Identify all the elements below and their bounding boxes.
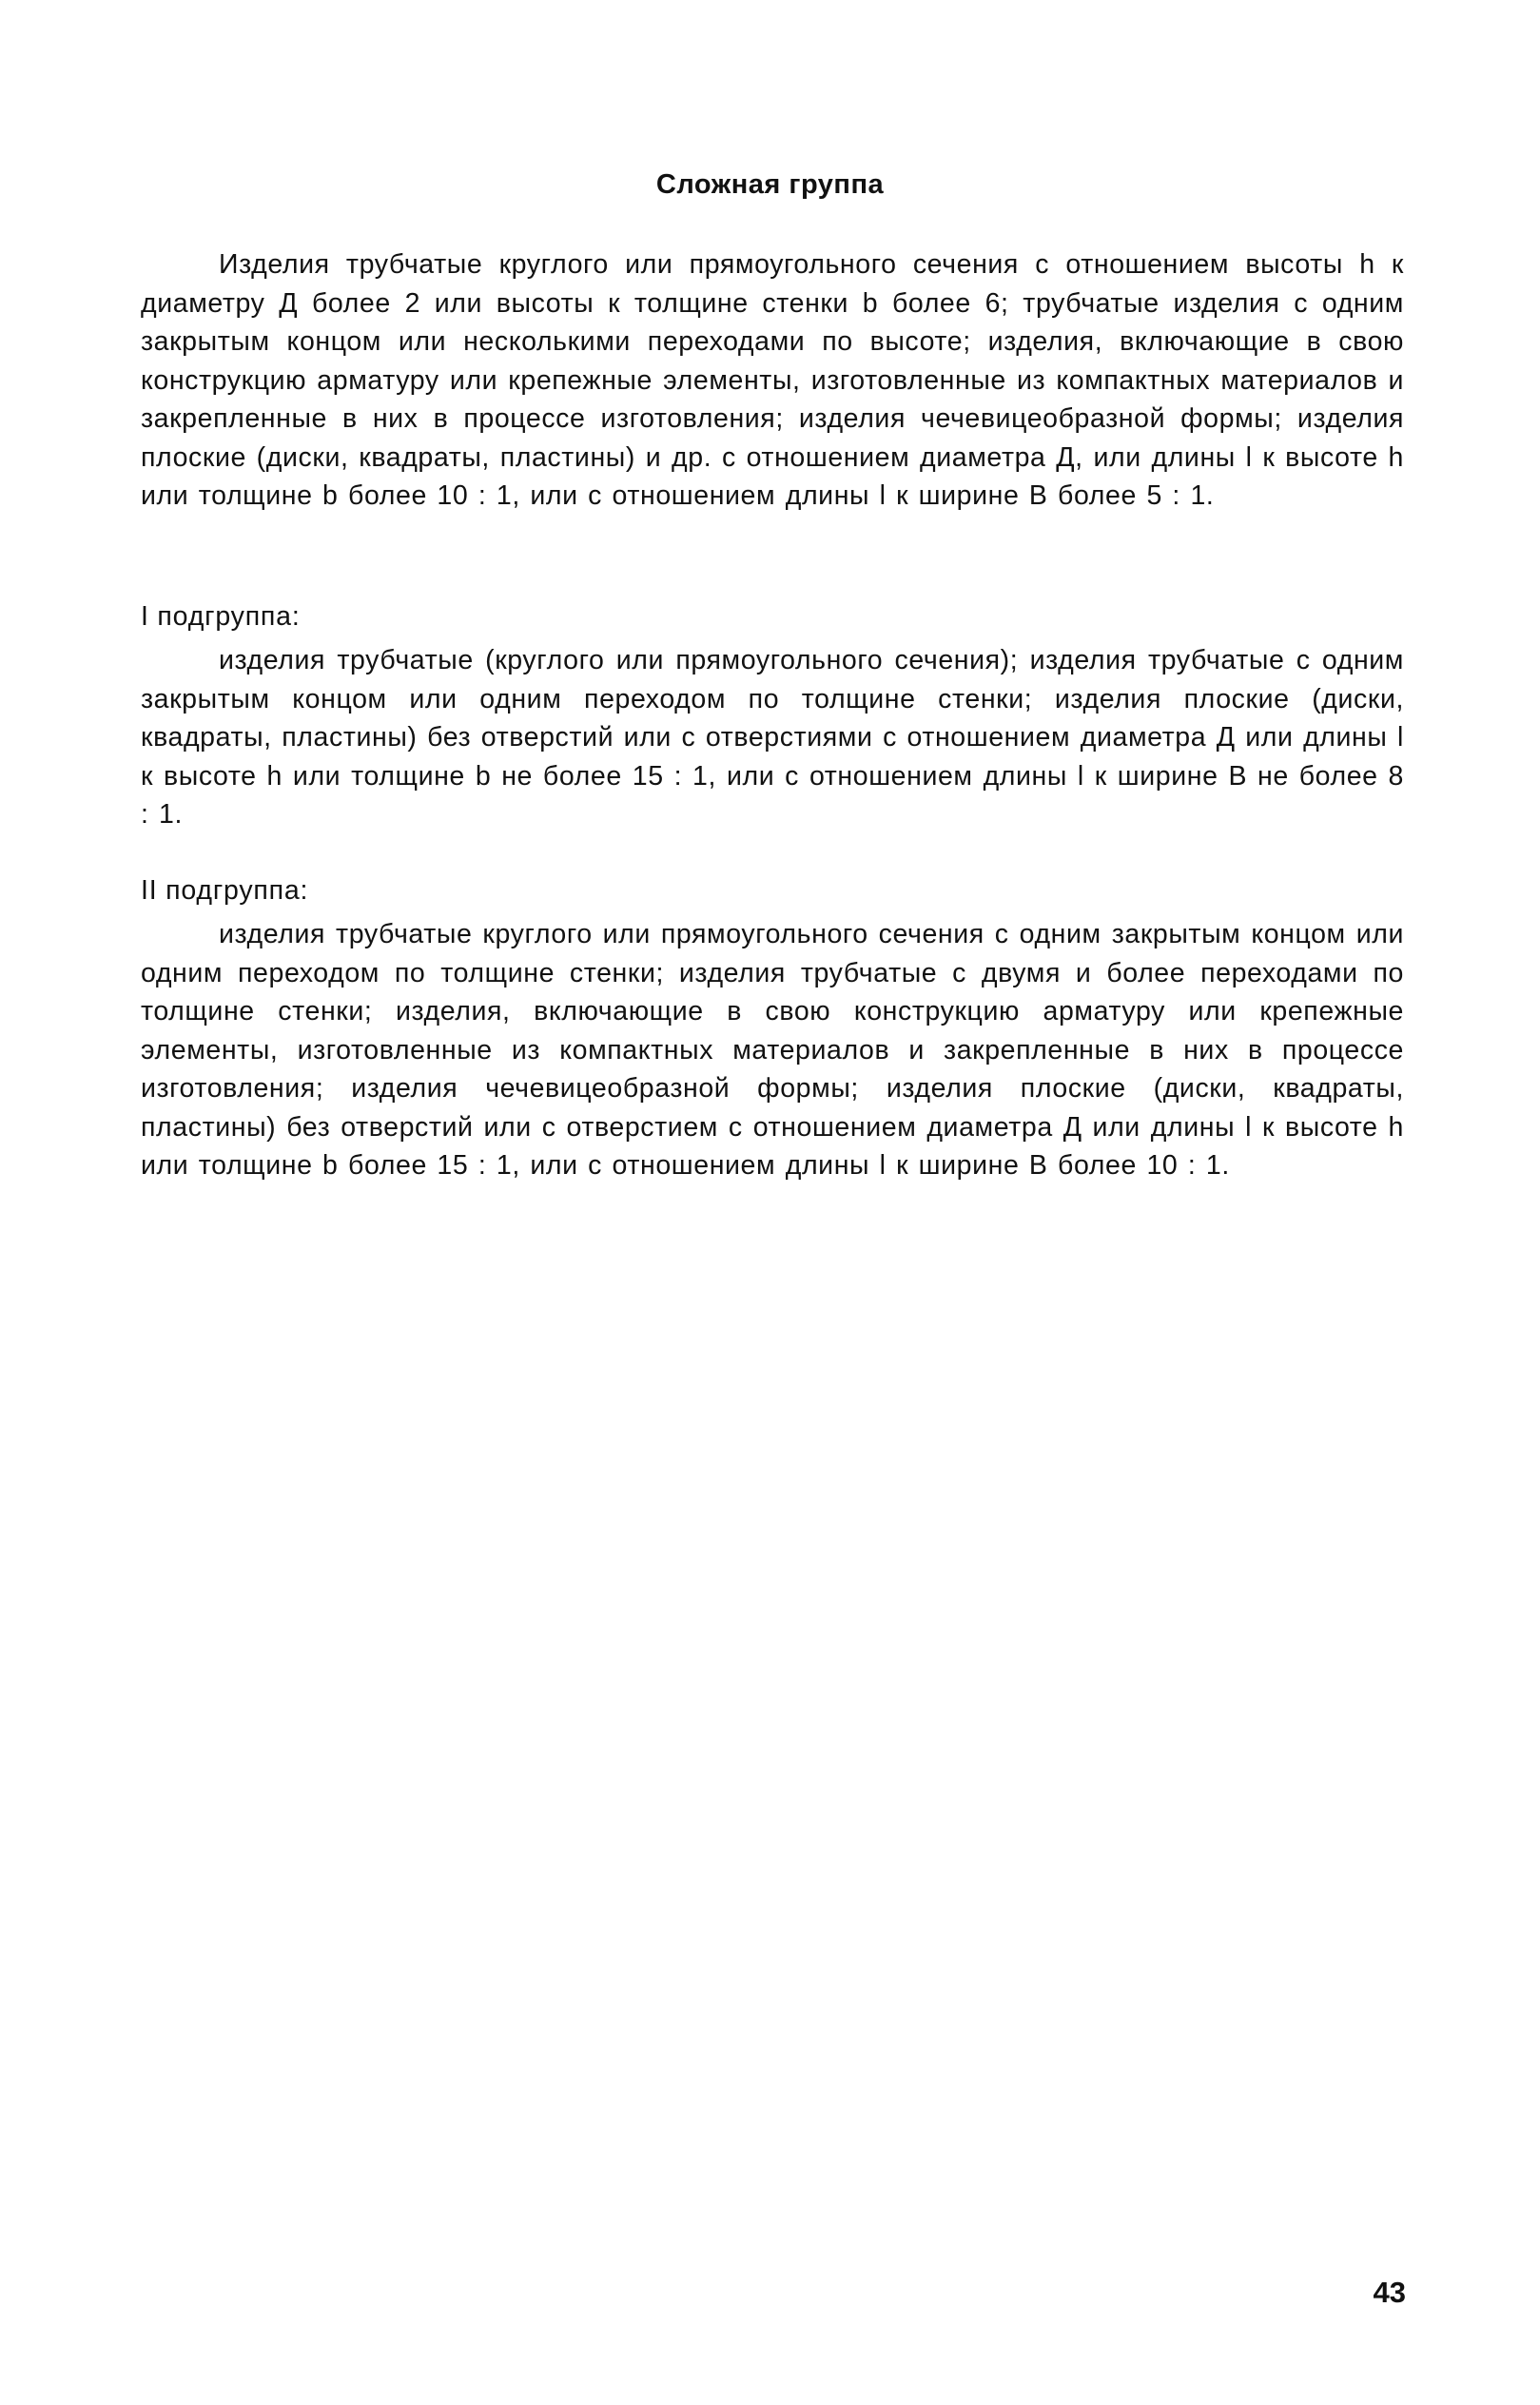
subgroup2-block <box>141 915 1404 1185</box>
section-title: Сложная группа <box>655 169 885 200</box>
subgroup2-paragraph: изделия трубчатые круглого или прямоугольного сечения с одним закрытым концом или одним переходом по толщине стенки; изделия трубчатые с двумя и более переходами по толщине стенки; изделия, включающие в свою конструкцию арматуру или крепежные элементы, изготовленные из компактных материалов и закрепленные в них в процессе изготовления; изделия чечевицеобразной формы; изделия плоские (диски, квадраты, пластины) без отверстий или с отверстием с отношением диаметра Д или длины l к высоте h или толщине b более 15 : 1, или с отношением длины l к ширине В более 10 : 1. <box>141 919 1404 1181</box>
subgroup1-block <box>141 641 1404 834</box>
subgroup1-paragraph: изделия трубчатые (круглого или прямоугольного сечения); изделия трубчатые с одним закрытым концом или одним переходом по толщине стенки; изделия плоские (диски, квадраты, пластины) без отверстий или с отверстиями с отношением диаметра Д или длины l к высоте h или толщине b не более 15 : 1, или с отношением длины l к ширине В не более 8 : 1. <box>141 645 1404 830</box>
subgroup2-heading: II подгруппа: <box>141 875 309 906</box>
subgroup1-heading: I подгруппа: <box>141 601 301 632</box>
intro-paragraph: Изделия трубчатые круглого или прямоугольного сечения с отношением высоты h к диаметру Д более 2 или высоты к толщине стенки b более 6; трубчатые изделия с одним закрытым концом или несколькими переходами по высоте; изделия, включающие в свою конструкцию арматуру или крепежные элементы, изготовленные из компактных материалов и закрепленные в них в процессе изготовления; изделия чечевицеобразной формы; изделия плоские (диски, квадраты, пластины) и др. с отношением диаметра Д, или длины l к высоте h или толщине b более 10 : 1, или с отношением длины l к ширине В более 5 : 1. <box>141 249 1404 511</box>
intro-paragraph-block <box>141 245 1404 516</box>
page-number: 43 <box>1373 2276 1406 2309</box>
